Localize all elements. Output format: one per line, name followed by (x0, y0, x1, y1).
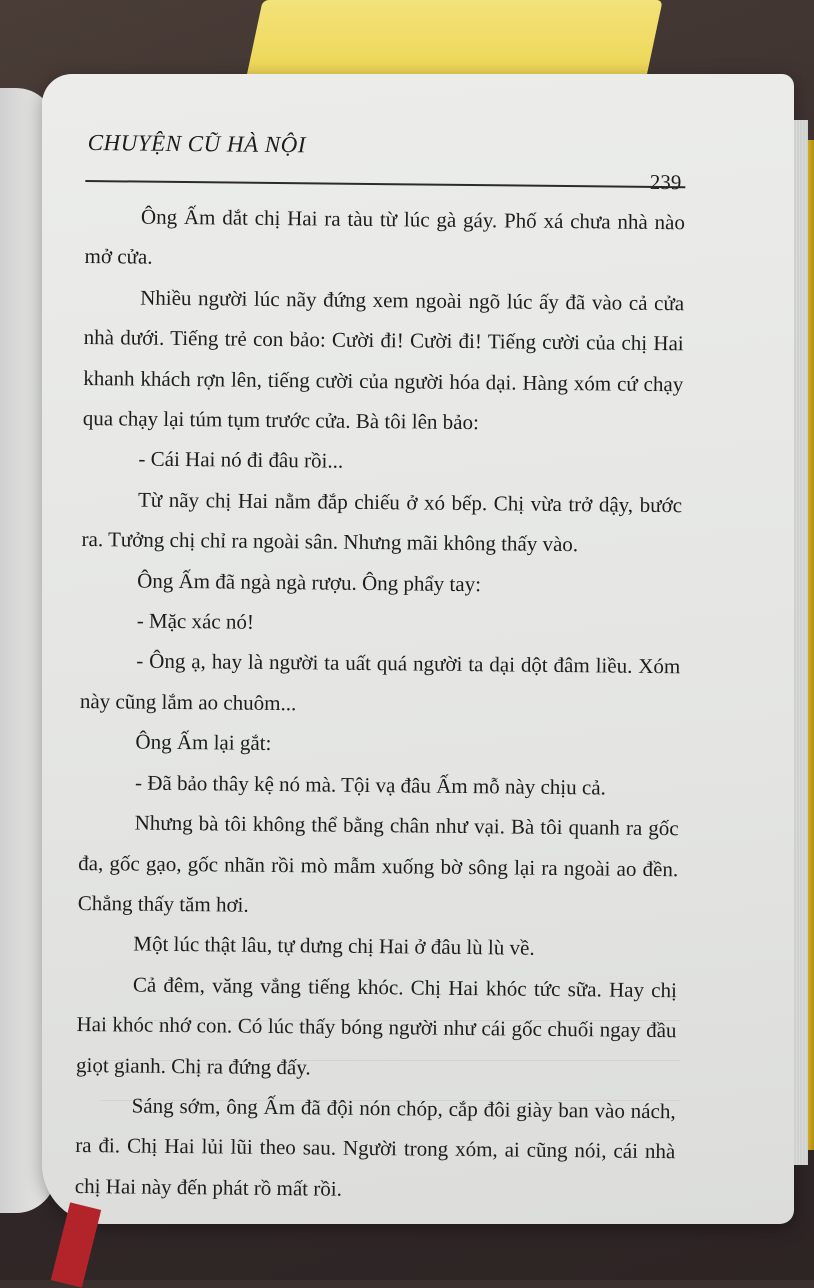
header-title: CHUYỆN CŨ HÀ NỘI (87, 130, 307, 158)
running-header (85, 120, 686, 198)
paragraph: - Đã bảo thây kệ nó mà. Tội vạ đâu Ấm mỗ này chịu cả. (134, 770, 606, 800)
paragraph: Sáng sớm, ông Ấm đã đội nón chóp, cắp đôi giày ban vào nách, ra đi. Chị Hai lủi lũi theo sau. Người trong xóm, ai cũng nói, cái nhà chị Hai này đến phát rồ mất rồi. (74, 1093, 676, 1201)
paragraph: Một lúc thật lâu, tự dưng chị Hai ở đâu lù lù về. (133, 931, 535, 961)
header-rule (85, 180, 685, 188)
paragraph: Ông Ấm dắt chị Hai ra tàu từ lúc gà gáy. Phố xá chưa nhà nào mở cửa. (84, 204, 686, 270)
paragraph: - Ông ạ, hay là người ta uất quá người ta dại dột đâm liều. Xóm này cũng lắm ao chuôm... (79, 649, 681, 716)
paragraph: Nhưng bà tôi không thể bằng chân như vại. Bà tôi quanh ra gốc đa, gốc gạo, gốc nhãn rồi mò mẫm xuống bờ sông lại ra ngoài ao đền. Chẳng thấy tăm hơi. (77, 810, 679, 917)
paragraph: Từ nãy chị Hai nằm đắp chiếu ở xó bếp. Chị vừa trở dậy, bước ra. Tưởng chị chỉ ra ngoài sân. Nhưng mãi không thấy vào. (81, 487, 683, 557)
page-stack-edges (794, 120, 808, 1165)
paragraph: Nhiều người lúc nãy đứng xem ngoài ngõ lúc ấy đã vào cả cửa nhà dưới. Tiếng trẻ con bảo: Cười đi! Cười đi! Tiếng cười của chị Hai khanh khách rợn lên, tiếng cười của người hóa dại. Hàng xóm cứ chạy qua chạy lại túm tụm trước cửa. Bà tôi lên bảo: (82, 285, 685, 435)
page-number: 239 (649, 169, 682, 195)
paragraph: - Mặc xác nó! (136, 608, 255, 634)
page-content (75, 120, 686, 1212)
body-text (75, 196, 686, 1212)
paragraph: - Cái Hai nó đi đâu rồi... (138, 447, 344, 474)
paragraph: Ông Ấm lại gắt: (135, 729, 272, 756)
paragraph: Cả đêm, văng vẳng tiếng khóc. Chị Hai khóc tức sữa. Hay chị Hai khóc nhớ con. Có lúc thấy bóng người như cái gốc chuối ngay đầu giọt gianh. Chị ra đứng đấy. (75, 972, 678, 1079)
paragraph: Ông Ấm đã ngà ngà rượu. Ông phẩy tay: (137, 568, 482, 596)
